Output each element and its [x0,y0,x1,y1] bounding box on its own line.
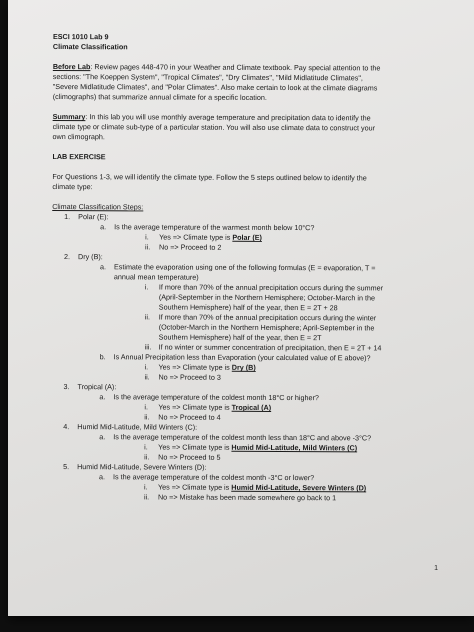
option-numeral: ii. [144,412,150,422]
climate-result: Humid Mid-Latitude, Severe Winters (D) [231,482,367,493]
question-letter: b. [99,352,106,362]
option-text: If no winter or summer concentration of precipitation, then E = 2T + 14 [158,342,382,353]
before-lab-label: Before Lab [52,61,91,72]
step-title: Polar (E): [78,212,109,222]
step-number: 5. [63,462,70,472]
lab-intro-line: climate type: [52,181,93,192]
option-numeral: i. [143,482,148,492]
steps-heading: Climate Classification Steps: [52,201,144,212]
question-text: Is the average temperature of the coldest month -3°C or lower? [113,472,315,483]
step-title: Dry (B): [78,252,103,262]
option-text: Yes => Climate type is [158,402,232,412]
option-text: No => Proceed to 5 [158,452,221,462]
option-text-cont: (April-September in the Northern Hemisphere; October-March in the [158,292,375,303]
step-humid-severe [51,462,436,504]
option-text: No => Proceed to 3 [158,372,221,382]
step-tropical [51,382,436,424]
question-text: Is the average temperature of the coldest month 18°C or higher? [113,392,319,403]
climate-result: Polar (E) [232,232,262,242]
summary-line: climate type or climate sub-type of a particular station. You will also use climate data to construct your [52,121,376,133]
climate-result: Humid Mid-Latitude, Mild Winters (C) [231,442,358,453]
option-numeral: i. [144,362,149,372]
option-text: If more than 70% of the annual precipitation occurs during the winter [158,312,377,323]
option-numeral: i. [144,442,148,452]
summary-line: : In this lab you will use monthly average temperature and precipitation data to identify the [85,112,371,123]
question-letter: a. [99,432,106,442]
question-text: Estimate the evaporation using one of the following formulas (E = evaporation, T = [113,262,376,273]
step-title: Humid Mid-Latitude, Severe Winters (D): [77,462,207,472]
option-text: Yes => Climate type is [157,482,232,492]
option-text: Yes => Climate type is [158,442,232,452]
question-letter: a. [100,222,107,232]
lab-exercise-heading: LAB EXERCISE [52,151,106,162]
option-text: Yes => Climate type is [158,362,232,372]
option-numeral: ii. [144,372,150,382]
page-number: 1 [434,565,438,572]
document-page [8,0,474,616]
before-lab-line: "Severe Midlatitude Climates", and "Polar Climates". Also make certain to look at the climate diagrams [52,81,378,93]
step-title: Tropical (A): [77,382,117,392]
option-numeral: i. [145,232,149,242]
document-title: Climate Classification [52,41,128,52]
summary-section [53,112,438,144]
option-numeral: ii. [144,452,150,462]
question-text: Is the average temperature of the coldest month less than 18°C and above -3°C? [113,432,372,443]
before-lab-line: sections: "The Koeppen System", "Tropical Climates", "Dry Climates", "Mild Midlatitude Climates", [52,71,363,83]
before-lab-line: : Review pages 448-470 in your Weather and Climate textbook. Pay special attention to the [90,62,381,73]
step-polar [52,212,437,254]
option-numeral: i. [144,402,148,412]
step-title: Humid Mid-Latitude, Mild Winters (C): [77,422,198,432]
lab-intro-line: For Questions 1-3, we will identify the climate type. Follow the 5 steps outlined below to identify the [52,171,367,183]
option-numeral: iii. [144,342,152,352]
option-numeral: ii. [145,242,151,252]
before-lab-line: (climographs) that summarize annual climate for a specific location. [52,91,267,102]
question-letter: a. [99,392,106,402]
option-text-cont: Southern Hemisphere) half of the year, then E = 2T + 28 [158,302,338,313]
step-number: 3. [63,382,70,392]
option-numeral: i. [144,282,149,292]
option-numeral: ii. [143,492,150,502]
document-content [51,32,438,504]
step-number: 4. [63,422,70,432]
option-text: If more than 70% of the annual precipitation occurs during the summer [158,282,384,293]
option-text: No => Proceed to 4 [158,412,221,422]
option-text: No => Mistake has been made somewhere go back to 1 [157,492,337,503]
option-text: Yes => Climate type is [159,232,233,242]
option-text: No => Proceed to 2 [159,242,222,252]
option-numeral: ii. [144,312,150,322]
summary-label: Summary [52,111,86,122]
step-humid-mild [51,422,436,464]
step-number: 1. [64,212,71,222]
climate-result: Dry (B) [231,362,256,372]
option-text-cont: Southern Hemisphere) half of the year, then E = 2T [158,332,322,343]
climate-result: Tropical (A) [231,402,272,412]
course-code: ESCI 1010 Lab 9 [52,32,109,42]
question-text: Is the average temperature of the warmest month below 10°C? [114,222,315,233]
step-number: 2. [64,252,71,262]
question-text: Is Annual Precipitation less than Evaporation (your calculated value of E above)? [113,352,371,363]
step-dry [51,252,437,384]
option-text-cont: (October-March in the Northern Hemisphere; April-September in the [158,322,375,333]
before-lab-section [53,62,438,104]
question-letter: a. [99,472,106,482]
question-letter: a. [99,262,106,272]
question-text-cont: annual mean temperature) [113,272,199,282]
summary-line: own climograph. [52,131,105,142]
